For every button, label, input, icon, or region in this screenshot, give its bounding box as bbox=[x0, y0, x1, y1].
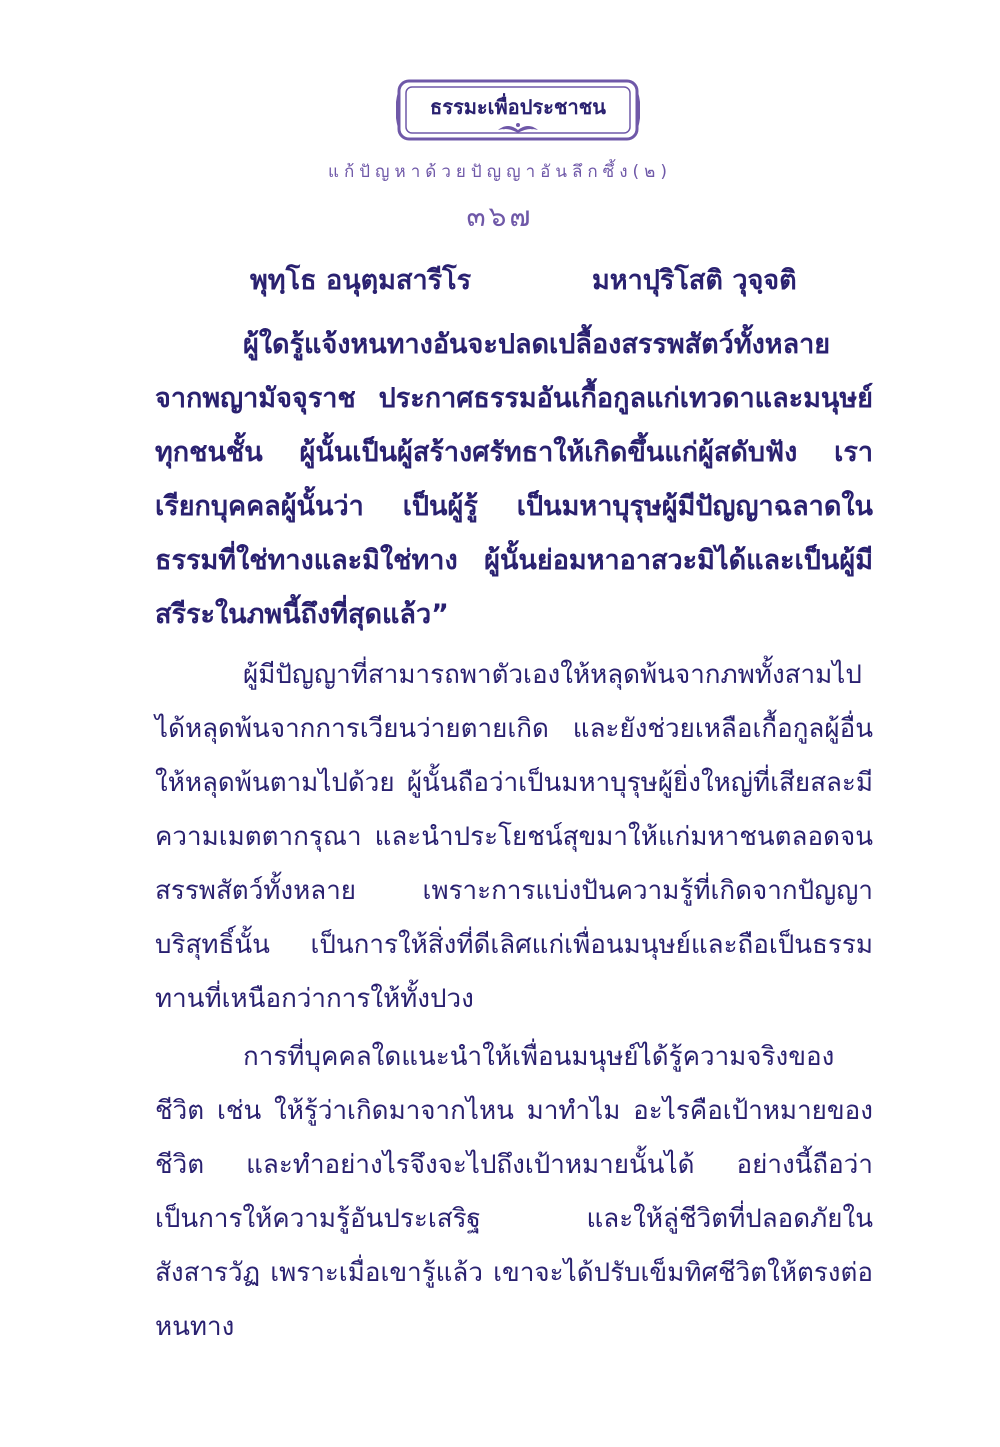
pali-right: มหาปุริโสติ วุจฺจติ bbox=[592, 265, 797, 296]
verse-translation: ผู้ใดรู้แจ้งหนทางอันจะปลดเปลื้องสรรพสัตว์ทั้งหลายจากพญามัจจุราช ประกาศธรรมอันเกื้อกูลแก่เทวดาและมนุษย์ทุกชนชั้น ผู้นั้นเป็นผู้สร้างศรัทธาให้เกิดขึ้นแก่ผู้สดับฟัง เราเรียกบุคคลผู้นั้นว่า เป็นผู้รู้ เป็นมหาบุรุษผู้มีปัญญาฉลาดในธรรมที่ใช่ทางและมิใช่ทาง ผู้นั้นย่อมหาอาสวะมิได้และเป็นผู้มีสรีระในภพนี้ถึงที่สุดแล้ว” bbox=[155, 329, 873, 630]
body-paragraph-1: ผู้มีปัญญาที่สามารถพาตัวเองให้หลุดพ้นจากภพทั้งสามไปได้หลุดพ้นจากการเวียนว่ายตายเกิด และยังช่วยเหลือเกื้อกูลผู้อื่นให้หลุดพ้นตามไปด้วย ผู้นั้นถือว่าเป็นมหาบุรุษผู้ยิ่งใหญ่ที่เสียสละมีความเมตตากรุณา และนำประโยชน์สุขมาให้แก่มหาชนตลอดจนสรรพสัตว์ทั้งหลาย เพราะการแบ่งปันความรู้ที่เกิดจากปัญญาบริสุทธิ์นั้น เป็นการให้สิ่งที่ดีเลิศแก่เพื่อนมนุษย์และถือเป็นธรรมทานที่เหนือกว่าการให้ทั้งปวง bbox=[155, 660, 873, 1014]
dhamma-logo bbox=[396, 78, 640, 148]
running-head: แก้ปัญหาด้วยปัญญาอันลึกซึ้ง(๒) bbox=[328, 162, 672, 182]
logo-text: ธรรมะเพื่อประชาชน bbox=[430, 95, 606, 119]
pali-left: พุทฺโธ อนุตฺมสารีโร bbox=[250, 265, 472, 296]
page-number: ๓๖๗ bbox=[466, 200, 534, 233]
body-paragraph-2: การที่บุคคลใดแนะนำให้เพื่อนมนุษย์ได้รู้ความจริงของชีวิต เช่น ให้รู้ว่าเกิดมาจากไหน มาทำไม อะไรคือเป้าหมายของชีวิต และทำอย่างไรจึงจะไปถึงเป้าหมายนั้นได้ อย่างนี้ถือว่าเป็นการให้ความรู้อันประเสริฐ และให้ลู่ชีวิตที่ปลอดภัยในสังสารวัฏ เพราะเมื่อเขารู้แล้ว เขาจะได้ปรับเข็มทิศชีวิตให้ตรงต่อหนทาง bbox=[155, 1042, 873, 1342]
